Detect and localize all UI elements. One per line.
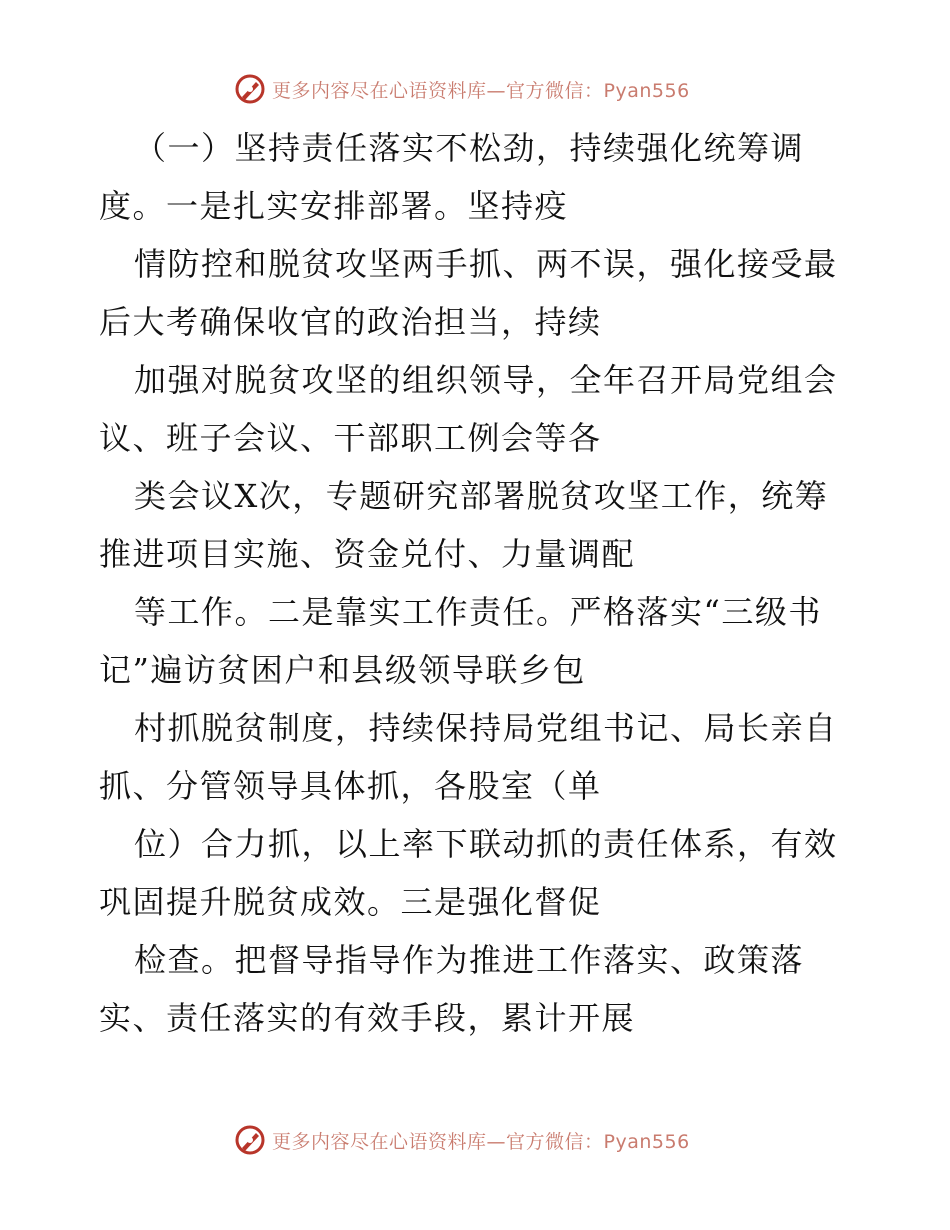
paragraph-line: 议、班子会议、干部职工例会等各 xyxy=(99,419,602,457)
footer-watermark xyxy=(234,1123,690,1157)
paragraph-line: 加强对脱贫攻坚的组织领导，全年召开局党组会 xyxy=(134,361,838,399)
paragraph-line: 村抓脱贫制度，持续保持局党组书记、局长亲自 xyxy=(134,709,838,747)
paragraph-line: 抓、分管领导具体抓，各股室（单 xyxy=(99,767,602,805)
pen-circle-logo-icon xyxy=(234,73,266,105)
paragraph-line: 等工作。二是靠实工作责任。严格落实“三级书 xyxy=(134,593,822,631)
paragraph-line: （一）坚持责任落实不松劲，持续强化统筹调 xyxy=(134,129,805,167)
paragraph-line: 推进项目实施、资金兑付、力量调配 xyxy=(99,535,636,573)
paragraph-line: 度。一是扎实安排部署。坚持疫 xyxy=(99,187,569,225)
paragraph-line: 情防控和脱贫攻坚两手抓、两不误，强化接受最 xyxy=(134,245,838,283)
paragraph-line: 实、责任落实的有效手段，累计开展 xyxy=(99,999,636,1037)
pen-circle-logo-icon xyxy=(234,1124,266,1156)
paragraph-line: 记”遍访贫困户和县级领导联乡包 xyxy=(99,651,586,689)
paragraph-line: 后大考确保收官的政治担当，持续 xyxy=(99,303,602,341)
watermark-text: 更多内容尽在心语资料库—官方微信：Pyan556 xyxy=(272,1130,690,1153)
paragraph-line: 巩固提升脱贫成效。三是强化督促 xyxy=(99,883,602,921)
paragraph-line: 检查。把督导指导作为推进工作落实、政策落 xyxy=(134,941,805,979)
paragraph-line: 类会议X次，专题研究部署脱贫攻坚工作，统筹 xyxy=(134,477,829,515)
watermark-text: 更多内容尽在心语资料库—官方微信：Pyan556 xyxy=(272,79,690,102)
paragraph-line: 位）合力抓，以上率下联动抓的责任体系，有效 xyxy=(134,825,838,863)
header-watermark xyxy=(234,72,690,106)
